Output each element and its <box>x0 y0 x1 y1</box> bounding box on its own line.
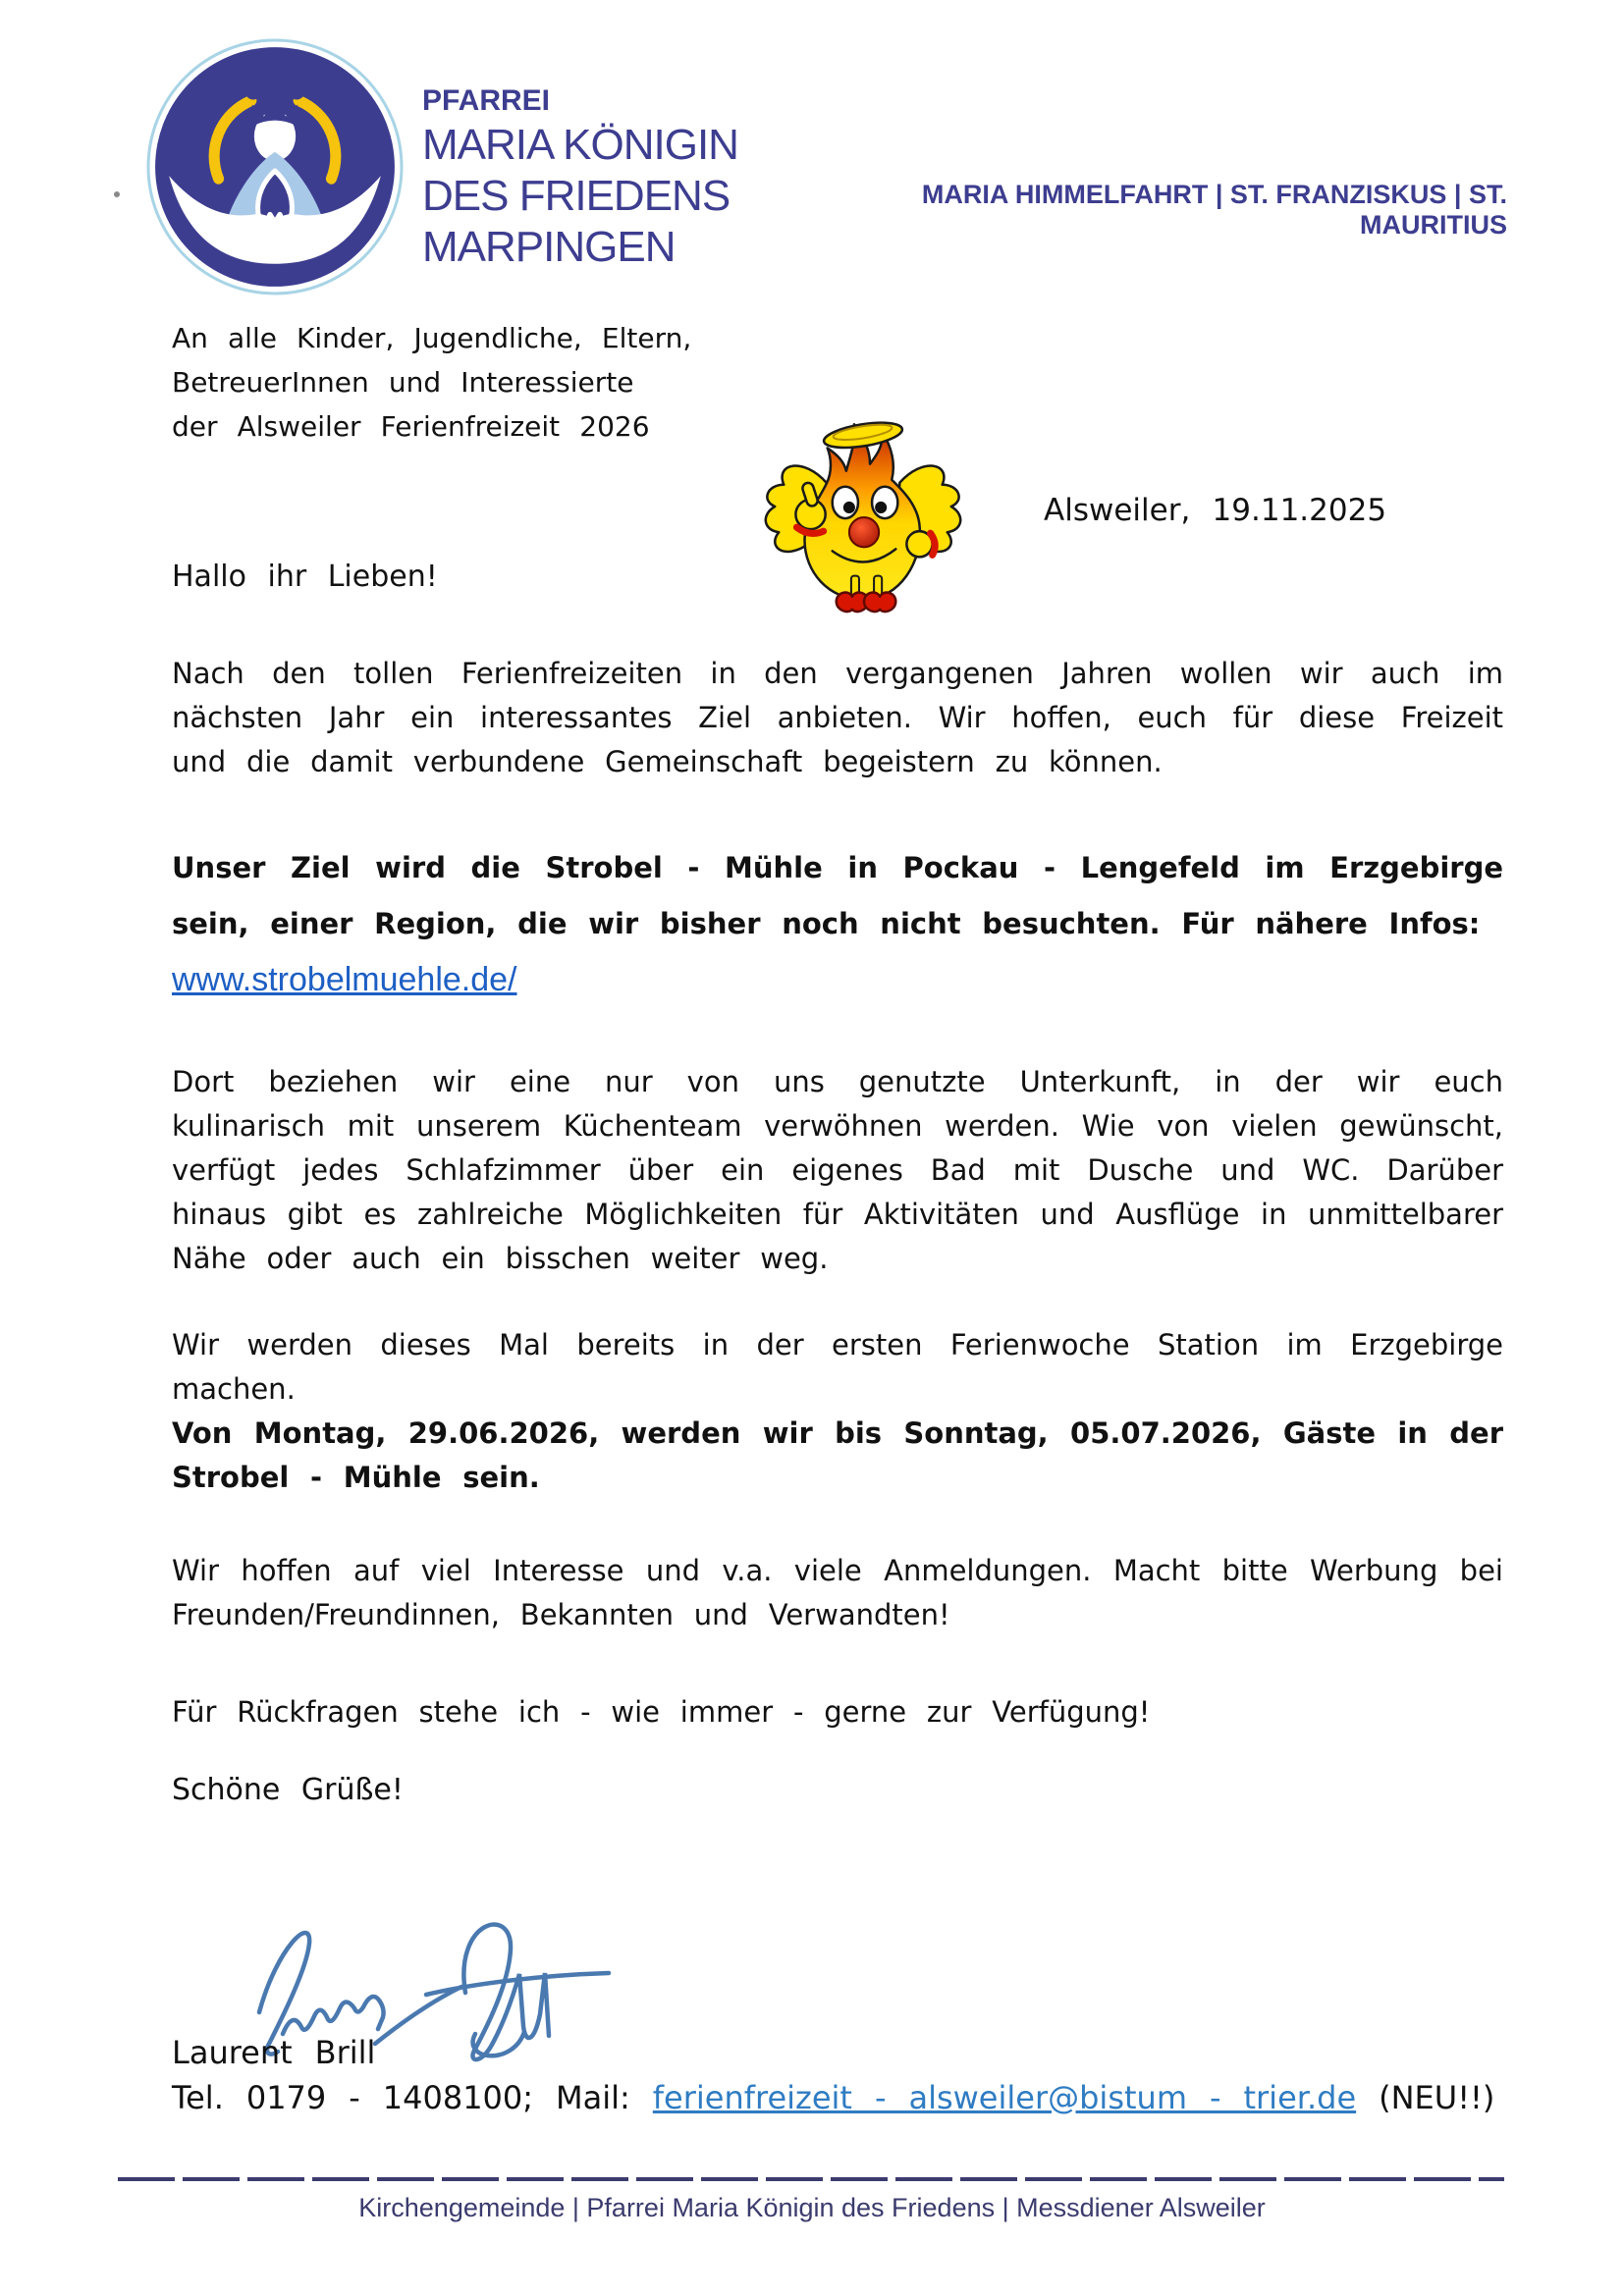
paragraph-questions: Für Rückfragen stehe ich - wie immer - gerne zur Verfügung! <box>172 1695 1151 1729</box>
paragraph-dates-bold: Von Montag, 29.06.2026, werden wir bis Sonntag, 05.07.2026, Gäste in der Strobel - Mühle sein. <box>172 1416 1503 1494</box>
contact-prefix: Tel. 0179 - 1408100; Mail: <box>172 2079 653 2116</box>
recipient-line-2: BetreuerInnen und Interessierte <box>172 366 634 399</box>
flame-angel-mascot-icon <box>749 404 977 614</box>
scan-artifact-dot <box>114 191 120 197</box>
recipient-block <box>172 316 691 449</box>
greeting: Hallo ihr Lieben! <box>172 560 438 594</box>
churches-line: MARIA HIMMELFAHRT | ST. FRANZISKUS | ST. MAURITIUS <box>921 180 1507 240</box>
contact-line <box>172 2079 1494 2116</box>
footer-line: Kirchengemeinde | Pfarrei Maria Königin des Friedens | Messdiener Alsweiler <box>358 2193 1266 2222</box>
dateline: Alsweiler, 19.11.2025 <box>1044 493 1387 528</box>
closing-line: Schöne Grüße! <box>172 1773 404 1807</box>
recipient-line-3: der Alsweiler Ferienfreizeit 2026 <box>172 410 650 443</box>
paragraph-destination <box>172 840 1503 1008</box>
paragraph-dates-normal: Wir werden dieses Mal bereits in der ersten Ferienwoche Station im Erzgebirge machen. <box>172 1328 1503 1406</box>
contact-suffix: (NEU!!) <box>1356 2079 1495 2116</box>
parish-logo-icon <box>145 37 405 296</box>
paragraph-interest: Wir hoffen auf viel Interesse und v.a. viele Anmeldungen. Macht bitte Werbung bei Freunden/Freundinnen, Bekannten und Verwandten! <box>172 1554 1503 1631</box>
paragraph-accommodation: Dort beziehen wir eine nur von uns genutzte Unterkunft, in der wir euch kulinarisch mit unserem Küchenteam verwöhnen werden. Wie von vielen gewünscht, verfügt jedes Schlafzimmer über ein eigenes Bad mit Dusche und WC. Darüber hinaus gibt es zahlreiche Möglichkeiten für Aktivitäten und Ausflüge in unmittelbarer Nähe oder auch ein bisschen weiter weg. <box>172 1065 1503 1275</box>
email-link[interactable]: ferienfreizeit - alsweiler@bistum - trier.de <box>652 2079 1357 2116</box>
recipient-line-1: An alle Kinder, Jugendliche, Eltern, <box>172 322 692 354</box>
strobelmuehle-link[interactable]: www.strobelmuehle.de/ <box>172 961 517 998</box>
paragraph-intro: Nach den tollen Ferienfreizeiten in den vergangenen Jahren wollen wir auch im nächsten Jahr ein interessantes Ziel anbieten. Wir hoffen, euch für diese Freizeit und die damit verbundene Gemeinschaft begeistern zu können. <box>172 657 1503 778</box>
org-line-pfarrei: PFARREI <box>422 84 551 117</box>
paragraph-dates <box>172 1323 1503 1500</box>
sender-name: Laurent Brill <box>172 2034 376 2071</box>
org-line-des-friedens: DES FRIEDENS <box>422 172 731 220</box>
org-line-maria-koenigin: MARIA KÖNIGIN <box>422 121 738 169</box>
org-line-marpingen: MARPINGEN <box>422 223 676 271</box>
paragraph-destination-text: Unser Ziel wird die Strobel - Mühle in Pockau - Lengefeld im Erzgebirge sein, einer Region, die wir bisher noch nicht besuchten. Für nähere Infos: <box>172 851 1503 940</box>
org-name-block <box>422 86 738 269</box>
footer-divider <box>118 2177 1504 2181</box>
